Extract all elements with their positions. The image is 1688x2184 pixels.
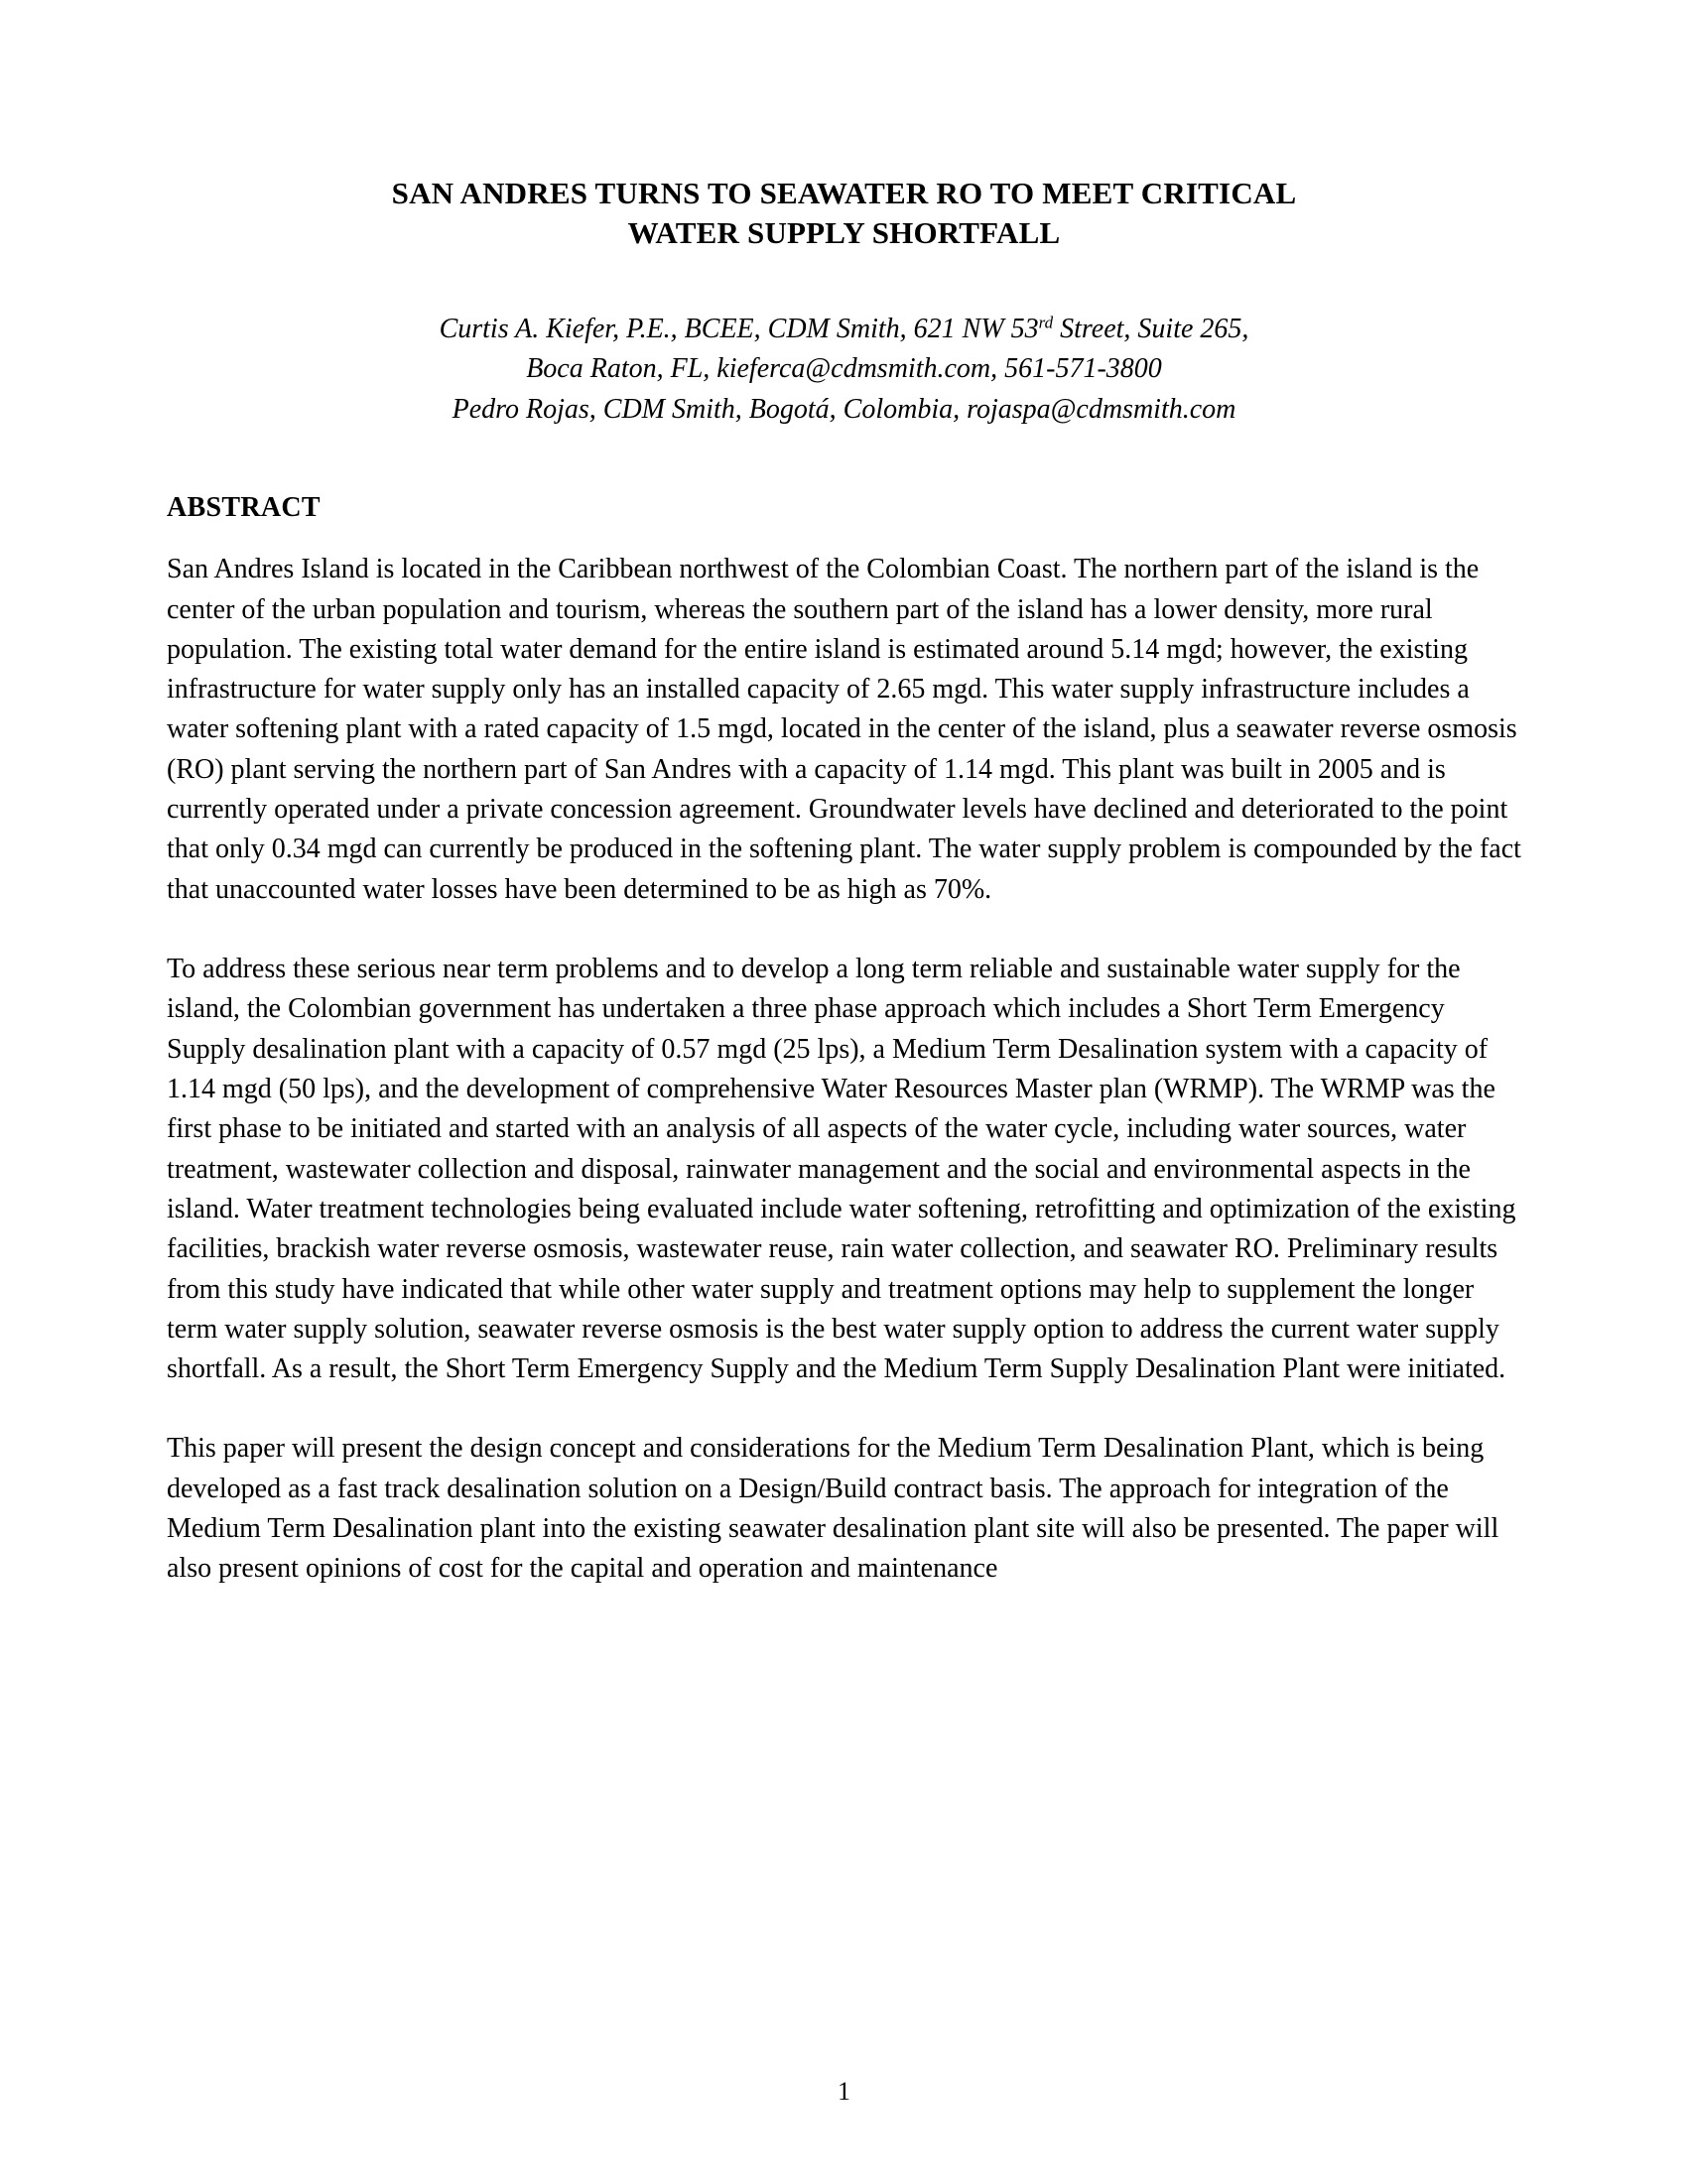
abstract-paragraph-2: To address these serious near term problems and to develop a long term reliable and sustainable water supply for the island, the Colombian government has undertaken a three phase approach which includes a Short Term Emergency Supply desalination plant with a capacity of 0.57 mgd (25 lps), a Medium Term Desalination system with a capacity of 1.14 mgd (50 lps), and the development of comprehensive Water Resources Master plan (WRMP). The WRMP was the first phase to be initiated and started with an analysis of all aspects of the water cycle, including water sources, water treatment, wastewater collection and disposal, rainwater management and the social and environmental aspects in the island. Water treatment technologies being evaluated include water softening, retrofitting and optimization of the existing facilities, brackish water reverse osmosis, wastewater reuse, rain water collection, and seawater RO. Preliminary results from this study have indicated that while other water supply and treatment options may help to supplement the longer term water supply solution, seawater reverse osmosis is the best water supply option to address the current water supply shortfall. As a result, the Short Term Emergency Supply and the Medium Term Supply Desalination Plant were initiated. bbox=[167, 954, 1516, 1385]
author-line-1-superscript: rd bbox=[1038, 313, 1054, 332]
abstract-paragraph-1: San Andres Island is located in the Caribbean northwest of the Colombian Coast. The northern part of the island is the center of the urban population and tourism, whereas the southern part of the island has a lower density, more rural population. The existing total water demand for the entire island is estimated around 5.14 mgd; however, the existing infrastructure for water supply only has an installed capacity of 2.65 mgd. This water supply infrastructure includes a water softening plant with a rated capacity of 1.5 mgd, located in the center of the island, plus a seawater reverse osmosis (RO) plant serving the northern part of San Andres with a capacity of 1.14 mgd. This plant was built in 2005 and is currently operated under a private concession agreement. Groundwater levels have declined and deteriorated to the point that only 0.34 mgd can currently be produced in the softening plant. The water supply problem is compounded by the fact that unaccounted water losses have been determined to be as high as 70%. bbox=[167, 554, 1521, 905]
author-line-1-post: Street, Suite 265, bbox=[1053, 313, 1249, 344]
title-line-2: WATER SUPPLY SHORTFALL bbox=[627, 215, 1061, 251]
title-line-1: SAN ANDRES TURNS TO SEAWATER RO TO MEET CRITICAL bbox=[391, 176, 1297, 210]
author-line-1 bbox=[167, 310, 1521, 350]
author-line-1-pre: Curtis A. Kiefer, P.E., BCEE, CDM Smith, 621 NW 53 bbox=[439, 313, 1039, 344]
page-number: 1 bbox=[838, 2077, 850, 2106]
abstract-heading: ABSTRACT bbox=[167, 492, 321, 524]
author-line-3: Pedro Rojas, CDM Smith, Bogotá, Colombia, rojaspa@cdmsmith.com bbox=[452, 394, 1236, 426]
abstract-paragraph-3: This paper will present the design concept and considerations for the Medium Term Desalination Plant, which is being developed as a fast track desalination solution on a Design/Build contract basis. The approach for integration of the Medium Term Desalination plant into the existing seawater desalination plant site will also be presented. The paper will also present opinions of cost for the capital and operation and maintenance bbox=[167, 1433, 1499, 1585]
author-block bbox=[167, 310, 1521, 432]
author-line-2: Boca Raton, FL, kieferca@cdmsmith.com, 561-571-3800 bbox=[526, 353, 1162, 385]
page-title bbox=[226, 174, 1462, 254]
